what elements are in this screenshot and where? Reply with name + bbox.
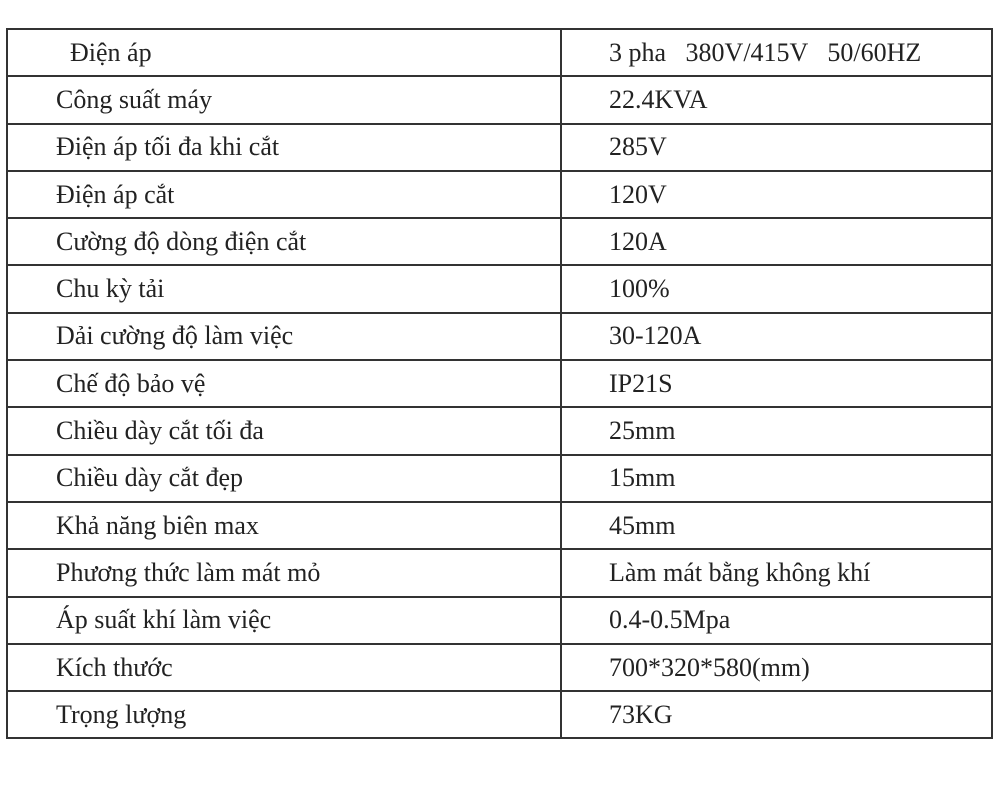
spec-value: IP21S xyxy=(561,360,992,407)
spec-value: 120V xyxy=(561,171,992,218)
spec-label: Điện áp xyxy=(7,29,561,76)
spec-label: Phương thức làm mát mỏ xyxy=(7,549,561,596)
spec-label: Chiều dày cắt tối đa xyxy=(7,407,561,454)
spec-label: Công suất máy xyxy=(7,76,561,123)
spec-value: 700*320*580(mm) xyxy=(561,644,992,691)
spec-value: Làm mát bằng không khí xyxy=(561,549,992,596)
spec-value: 3 pha 380V/415V 50/60HZ xyxy=(561,29,992,76)
table-row xyxy=(7,691,992,738)
spec-label: Kích thước xyxy=(7,644,561,691)
table-row xyxy=(7,265,992,312)
spec-label: Khả năng biên max xyxy=(7,502,561,549)
spec-value: 22.4KVA xyxy=(561,76,992,123)
spec-value: 15mm xyxy=(561,455,992,502)
spec-label: Dải cường độ làm việc xyxy=(7,313,561,360)
spec-label: Trọng lượng xyxy=(7,691,561,738)
table-row xyxy=(7,171,992,218)
spec-label: Áp suất khí làm việc xyxy=(7,597,561,644)
table-row xyxy=(7,502,992,549)
spec-label: Chu kỳ tải xyxy=(7,265,561,312)
spec-value: 30-120A xyxy=(561,313,992,360)
table-row xyxy=(7,313,992,360)
spec-value: 45mm xyxy=(561,502,992,549)
table-row xyxy=(7,124,992,171)
table-row xyxy=(7,455,992,502)
spec-value: 25mm xyxy=(561,407,992,454)
spec-label: Điện áp cắt xyxy=(7,171,561,218)
table-row xyxy=(7,360,992,407)
spec-value: 285V xyxy=(561,124,992,171)
table-row xyxy=(7,218,992,265)
spec-value: 100% xyxy=(561,265,992,312)
table-row xyxy=(7,644,992,691)
table-row xyxy=(7,549,992,596)
table-row xyxy=(7,597,992,644)
spec-value: 73KG xyxy=(561,691,992,738)
table-row xyxy=(7,407,992,454)
spec-label: Cường độ dòng điện cắt xyxy=(7,218,561,265)
spec-label: Điện áp tối đa khi cắt xyxy=(7,124,561,171)
spec-table xyxy=(6,28,993,739)
table-row xyxy=(7,76,992,123)
spec-value: 120A xyxy=(561,218,992,265)
spec-value: 0.4-0.5Mpa xyxy=(561,597,992,644)
spec-label: Chiều dày cắt đẹp xyxy=(7,455,561,502)
spec-label: Chế độ bảo vệ xyxy=(7,360,561,407)
table-row xyxy=(7,29,992,76)
